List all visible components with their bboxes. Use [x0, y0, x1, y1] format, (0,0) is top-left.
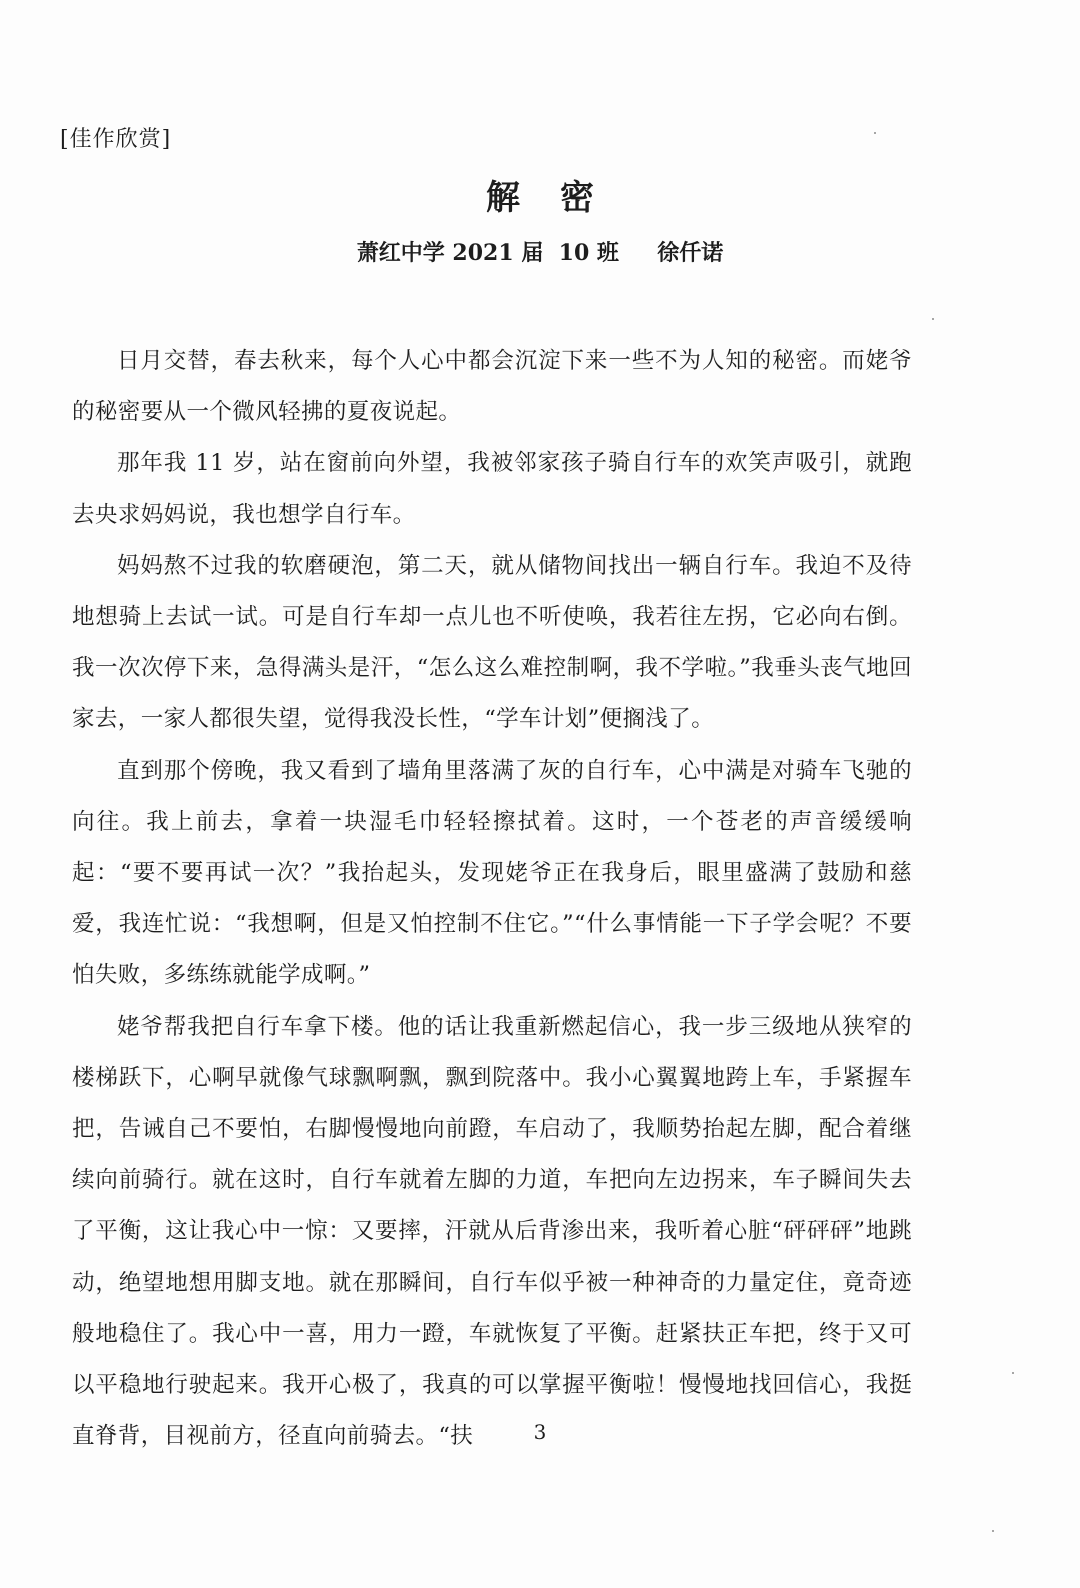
- article-body: [72, 336, 912, 1462]
- scan-speck: [1012, 1372, 1014, 1374]
- paragraph: 妈妈熬不过我的软磨硬泡，第二天，就从储物间找出一辆自行车。我迫不及待地想骑上去试一试。可是自行车却一点儿也不听使唤，我若往左拐，它必向右倒。我一次次停下来，急得满头是汗，“怎么这么难控制啊，我不学啦。”我垂头丧气地回家去，一家人都很失望，觉得我没长性，“学车计划”便搁浅了。: [72, 552, 912, 733]
- author-byline: 萧红中学 2021 届 10 班 徐仟诺: [356, 240, 724, 266]
- paragraph: 那年我 11 岁，站在窗前向外望，我被邻家孩子骑自行车的欢笑声吸引，就跑去央求妈妈说，我也想学自行车。: [72, 450, 912, 528]
- paragraph: 姥爷帮我把自行车拿下楼。他的话让我重新燃起信心，我一步三级地从狭窄的楼梯跃下，心啊早就像气球飘啊飘，飘到院落中。我小心翼翼地跨上车，手紧握车把，告诫自己不要怕，右脚慢慢地向前蹬，车启动了，我顺势抬起左脚，配合着继续向前骑行。就在这时，自行车就着左脚的力道，车把向左边拐来，车子瞬间失去了平衡，这让我心中一惊：又要摔，汗就从后背渗出来，我听着心脏“砰砰砰”地跳动，绝望地想用脚支地。就在那瞬间，自行车似乎被一种神奇的力量定住，竟奇迹般地稳住了。我心中一喜，用力一蹬，车就恢复了平衡。赶紧扶正车把，终于又可以平稳地行驶起来。我开心极了，我真的可以掌握平衡啦！慢慢地找回信心，我挺直脊背，目视前方，径直向前骑去。“扶: [72, 1013, 912, 1450]
- paragraph: 直到那个傍晚，我又看到了墙角里落满了灰的自行车，心中满是对骑车飞驰的向往。我上前去，拿着一块湿毛巾轻轻擦拭着。这时，一个苍老的声音缓缓响起：“要不要再试一次？”我抬起头，发现姥爷正在我身后，眼里盛满了鼓励和慈爱，我连忙说：“我想啊，但是又怕控制不住它。”“什么事情能一下子学会呢？不要怕失败，多练练就能学成啊。”: [72, 757, 912, 989]
- section-tag: [佳作欣赏]: [60, 127, 172, 152]
- page-number: 3: [533, 1420, 547, 1444]
- article-title: 解密: [486, 178, 634, 218]
- scan-speck: [992, 1530, 994, 1532]
- scan-speck: [932, 318, 934, 320]
- paragraph: 日月交替，春去秋来，每个人心中都会沉淀下来一些不为人知的秘密。而姥爷的秘密要从一个微风轻拂的夏夜说起。: [72, 348, 912, 426]
- scan-speck: [874, 132, 876, 134]
